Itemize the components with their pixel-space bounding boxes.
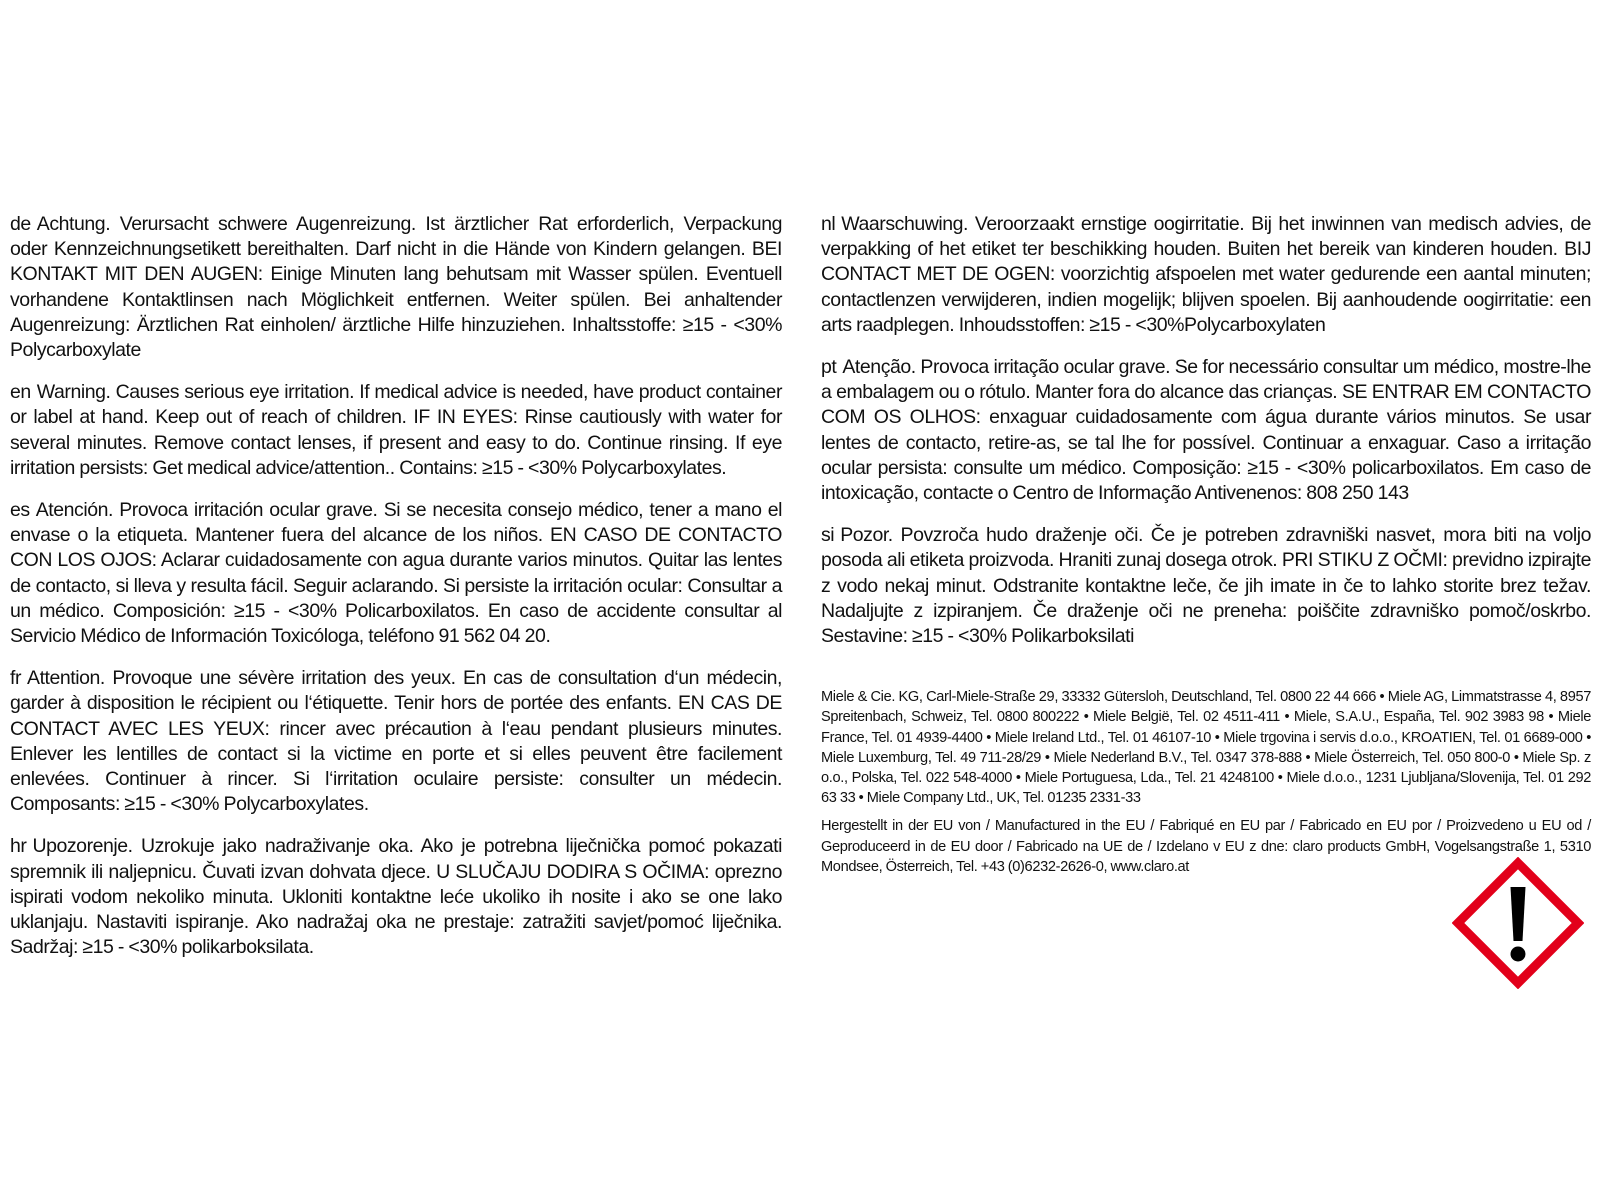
warning-block-de [10, 212, 782, 363]
warning-text: Atención. Provoca irritación ocular grave. Si se necesita consejo médico, tener a mano el envase o la etiqueta. Mantener fuera del alcance de los niños. EN CASO DE CONTACTO CON LOS OJOS: Aclarar cuidadosamente con agua durante varios minutos. Quitar las lentes de contacto, si lleva y resulta fácil. Seguir aclarando. Si persiste la irritación ocular: Consultar a un médico. Composición: ≥15 - <30% Policarboxilatos. En caso de accidente consultar al Servicio Médico de Información Toxicóloga, teléfono 91 562 04 20. [10, 499, 782, 648]
language-code: en [10, 381, 31, 404]
warning-text: Achtung. Verursacht schwere Augenreizung. Ist ärztlicher Rat erforderlich, Verpackung oder Kennzeichnungsetikett bereithalten. Darf nicht in die Hände von Kindern gelangen. BEI KONTAKT MIT DEN AUGEN: Einige Minuten lang behutsam mit Wasser spülen. Eventuell vorhandene Kontaktlinsen nach Möglichkeit entfernen. Weiter spülen. Bei anhaltender Augenreizung: Ärztlichen Rat einholen/ ärztliche Hilfe hinzuziehen. Inhaltsstoffe: ≥15 - <30% Polycarboxylate [10, 213, 782, 362]
warning-block-hr [10, 834, 782, 960]
warning-block-nl [821, 212, 1591, 338]
exclamation-dot [1511, 947, 1526, 962]
language-code: fr [10, 667, 22, 690]
manufacturer-info: Hergestellt in der EU von / Manufactured in the EU / Fabriqué en EU par / Fabricado en EU por / Proizvedeno u EU od / Geproduceerd in de EU door / Fabricado na UE de / Izdelano v EU z dne: claro products GmbH, Vogelsangstraße 1, 5310 Mondsee, Österreich, Tel. +43 (0)6232-2626-0, www.claro.at [821, 818, 1591, 875]
warning-text: Attention. Provoque une sévère irritation des yeux. En cas de consultation d‘un médecin, garder à disposition le récipient ou l‘étiquette. Tenir hors de portée des enfants. EN CAS DE CONTACT AVEC LES YEUX: rincer avec précaution à l‘eau pendant plusieurs minutes. Enlever les lentilles de contact si la victime en porte et si elles peuvent être facilement enlevées. Continuer à rincer. Si l‘irritation oculaire persiste: consulter un médecin. Composants: ≥15 - <30% Polycarboxylates. [10, 667, 782, 816]
language-code: nl [821, 213, 836, 235]
warning-text: Warning. Causes serious eye irritation. If medical advice is needed, have product container or label at hand. Keep out of reach of children. IF IN EYES: Rinse cautiously with water for several minutes. Remove contact lenses, if present and easy to do. Continue rinsing. If eye irritation persists: Get medical advice/attention.. Contains: ≥15 - <30% Polycarboxylates. [10, 381, 782, 479]
distributor-contacts: Miele & Cie. KG, Carl-Miele-Straße 29, 33332 Gütersloh, Deutschland, Tel. 0800 22 44 666 • Miele AG, Limmatstrasse 4, 8957 Spreitenbach, Schweiz, Tel. 0800 800222 • Miele België, Tel. 02 4511-411 • Miele, S.A.U., España, Tel. 902 3983 98 • Miele France, Tel. 01 4939-4400 • Miele Ireland Ltd., Tel. 01 46107-10 • Miele trgovina i servis d.o.o., KROATIEN, Tel. 01 6689-000 • Miele Luxemburg, Tel. 49 711-28/29 • Miele Nederland B.V., Tel. 0347 378-888 • Miele Österreich, Tel. 050 800-0 • Miele Sp. z o.o., Polska, Tel. 022 548-4000 • Miele Portuguesa, Lda., Tel. 21 4248100 • Miele d.o.o., 1231 Ljubljana/Slovenija, Tel. 01 292 63 33 • Miele Company Ltd., UK, Tel. 01235 2331-33 [821, 689, 1591, 807]
ghs-exclamation-mark-icon [1452, 857, 1584, 989]
language-code: pt [821, 356, 837, 379]
warning-block-en [10, 380, 782, 481]
warning-text: Upozorenje. Uzrokuje jako nadraživanje oka. Ako je potrebna liječnička pomoć pokazati spremnik ili naljepnicu. Čuvati izvan dohvata djece. U SLUČAJU DODIRA S OČIMA: oprezno ispirati vodom nekoliko minuta. Ukloniti kontaktne leće ukoliko ih nosite i ako se one lako uklanjaju. Nastaviti ispiranje. Ako nadražaj oka ne prestaje: zatražiti savjet/pomoć liječnika. Sadržaj: ≥15 - <30% polikarboksilata. [10, 835, 782, 959]
warning-text: Pozor. Povzroča hudo draženje oči. Če je potreben zdravniški nasvet, mora biti na voljo posoda ali etiketa proizvoda. Hraniti zunaj dosega otrok. PRI STIKU Z OČMI: previdno izpirajte z vodo nekaj minut. Odstranite kontaktne leče, če jih imate in če to lahko storite brez težav. Nadaljujte z izpiranjem. Če draženje oči ne preneha: poiščite zdravniško pomoč/oskrbo. Sestavine: ≥15 - <30% Polikarboksilati [821, 524, 1591, 648]
warning-block-si [821, 523, 1591, 649]
warning-text: Atenção. Provoca irritação ocular grave. Se for necessário consultar um médico, mostre-lhe a embalagem ou o rótulo. Manter fora do alcance das crianças. SE ENTRAR EM CONTACTO COM OS OLHOS: enxaguar cuidadosamente com água durante vários minutos. Se usar lentes de contacto, retire-as, se tal lhe for possível. Continuar a enxaguar. Caso a irritação ocular persista: consulte um médico. Composição: ≥15 - <30% policarboxilatos. Em caso de intoxicação, contacte o Centro de Informação Antivenenos: 808 250 143 [821, 356, 1591, 505]
language-code: es [10, 499, 30, 522]
language-code: hr [10, 835, 27, 858]
language-code: de [10, 213, 31, 235]
right-column [821, 212, 1591, 885]
language-code: si [821, 524, 835, 547]
warning-block-fr [10, 666, 782, 817]
warning-block-pt [821, 355, 1591, 506]
warning-text: Waarschuwing. Veroorzaakt ernstige oogirritatie. Bij het inwinnen van medisch advies, de verpakking of het etiket ter beschikking houden. Buiten het bereik van kinderen houden. BIJ CONTACT MET DE OGEN: voorzichtig afspoelen met water gedurende een aantal minuten; contactlenzen verwijderen, indien mogelijk; blijven spoelen. Bij aanhoudende oogirritatie: een arts raadplegen. Inhoudsstoffen: ≥15 - <30%Polycarboxylaten [821, 213, 1591, 336]
left-column [10, 212, 782, 977]
warning-block-es [10, 498, 782, 649]
